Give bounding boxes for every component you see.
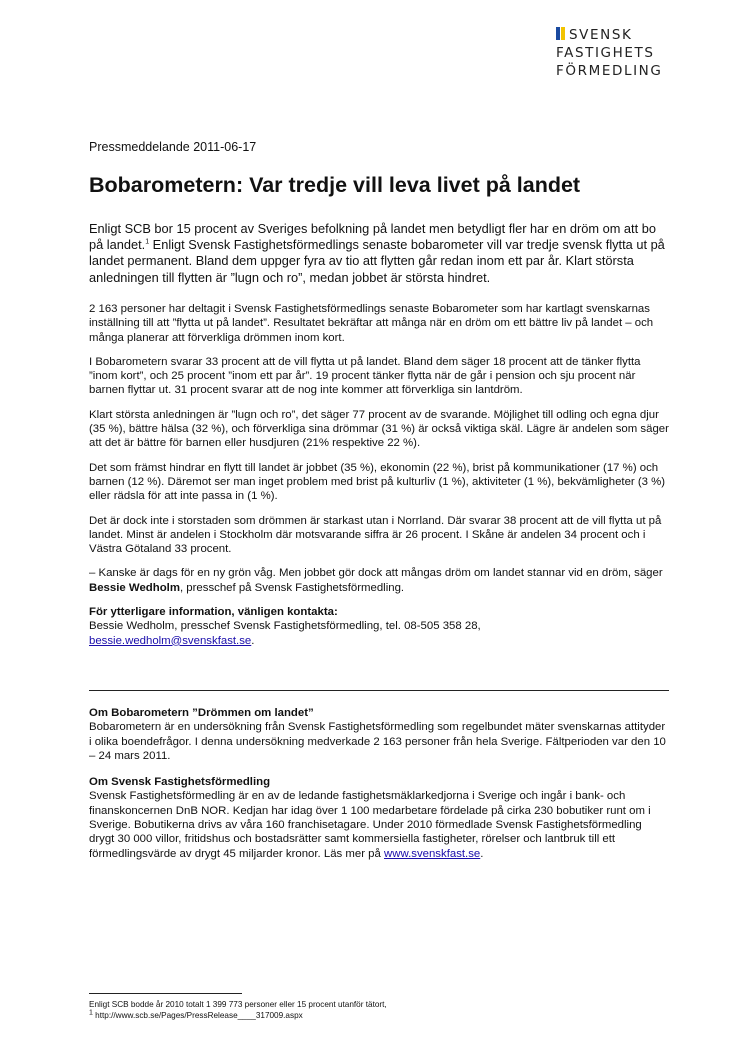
paragraph-reasons: Klart största anledningen är ”lugn och ro”, det säger 77 procent av de svarande. Möjlighet till odling och egna djur (35 %), bättre hälsa (32 %), och förverkliga sina drömmar (31 %) är också viktiga skäl. Lägre är andelen som säger att det är bättre för barnen eller husdjuren (21% respektive 22 %). bbox=[89, 408, 669, 450]
lead-paragraph bbox=[89, 221, 669, 286]
contact-heading: För ytterligare information, vänligen kontakta: bbox=[89, 606, 338, 619]
lead-text-2: Enligt Svensk Fastighetsförmedlings senaste bobarometer vill var tredje svensk flytta ut på landet permanent. Bland dem uppger fyra av tio att flytten går redan inom ett par år. Klart största anledningen till flytten är ”lugn och ro”, medan jobbet är största hindret. bbox=[89, 237, 665, 285]
about-survey-heading: Om Bobarometern ”Drömmen om landet” bbox=[89, 707, 314, 719]
logo-line-3: FÖRMEDLING bbox=[556, 63, 663, 79]
logo-line-2: FASTIGHETS bbox=[556, 45, 655, 61]
lead-text-1: Enligt SCB bor 15 procent av Sveriges befolkning på landet men betydligt fler har en dröm om att bo på landet. bbox=[89, 221, 656, 253]
contact-block bbox=[89, 605, 669, 648]
paragraph-participants: 2 163 personer har deltagit i Svensk Fastighetsförmedlings senaste Bobarometer som har kartlagt svenskarnas inställning till att ”flytta ut på landet”. Resultatet bekräftar att många när en dröm om ett bättre liv på landet – och många planerar att förverkliga drömmen inom kort. bbox=[89, 303, 654, 344]
footnote-ref: 1 bbox=[145, 238, 150, 246]
footnotes bbox=[89, 1000, 669, 1021]
body-text bbox=[89, 302, 669, 648]
contact-email-suffix: . bbox=[251, 634, 255, 647]
section-divider bbox=[89, 690, 669, 691]
about-company-text bbox=[89, 789, 669, 860]
quote-text: – Kanske är dags för en ny grön våg. Men jobbet gör dock att mångas dröm om landet stannar vid en dröm, säger bbox=[89, 567, 663, 580]
website-link-suffix: . bbox=[480, 847, 484, 860]
quote-name: Bessie Wedholm bbox=[89, 581, 180, 594]
contact-line: Bessie Wedholm, presschef Svensk Fastighetsförmedling, tel. 08-505 358 28, bbox=[89, 620, 481, 633]
about-company-heading: Om Svensk Fastighetsförmedling bbox=[89, 776, 271, 789]
footnote-line-2 bbox=[89, 1008, 669, 1022]
company-logo bbox=[556, 26, 676, 80]
press-release-date: Pressmeddelande 2011-06-17 bbox=[89, 140, 257, 154]
footnote-number: 1 bbox=[89, 1008, 93, 1016]
paragraph-obstacles: Det som främst hindrar en flytt till landet är jobbet (35 %), ekonomin (22 %), brist på kommunikationer (17 %) och barnen (12 %). Däremot ser man inget problem med brist på kulturliv (1 %), aktiviteter (1 %), bekvämligheter (3 %) eller rädsla för att inte passa in (1 %). bbox=[89, 461, 666, 503]
logo-line-1: SVENSK bbox=[569, 27, 633, 43]
swedish-flag-icon bbox=[556, 27, 566, 40]
footnote-divider bbox=[89, 993, 242, 994]
page-title: Bobarometern: Var tredje vill leva livet på landet bbox=[89, 173, 581, 197]
quote-paragraph bbox=[89, 566, 669, 595]
quote-suffix: , presschef på Svensk Fastighetsförmedling. bbox=[179, 581, 405, 594]
about-survey-text: Bobarometern är en undersökning från Svensk Fastighetsförmedling som regelbundet mäter svenskarnas attityder i olika boendefrågor. I denna undersökning medverkade 2 163 personer från hela Sverige. Fältperioden var den 10 – 24 mars 2011. bbox=[89, 721, 666, 762]
contact-email-link[interactable]: bessie.wedholm@svenskfast.se bbox=[89, 634, 252, 647]
paragraph-regions: Det är dock inte i storstaden som drömmen är starkast utan i Norrland. Där svarar 38 procent att de vill flytta ut på landet. Minst är andelen i Stockholm där motsvarande siffra är 26 procent. I Skåne är andelen 34 procent och i Västra Götaland 33 procent. bbox=[89, 514, 662, 556]
paragraph-results: I Bobarometern svarar 33 procent att de vill flytta ut på landet. Bland dem säger 18 procent att de tänker flytta ”inom kort”, och 25 procent ”inom ett par år”. 19 procent tänker flytta när de går i pension och sju procent när barnen flyttar ut. 31 procent svarar att de nog inte kommer att förverkliga sin lantdröm. bbox=[89, 355, 641, 397]
about-section bbox=[89, 706, 669, 873]
about-company-body: Svensk Fastighetsförmedling är en av de ledande fastighetsmäklarkedjorna i Sverige och ingår i bank- och finanskoncernen DnB NOR. Kedjan har idag över 1 100 medarbetare fördelade på cirka 230 bobutiker runt om i Sverige. Bobutikerna drivs av våra 160 franchisetagare. Under 2010 förmedlade Svensk Fastighetsförmedling drygt 30 000 villor, fritidshus och bostadsrätter samt kommersiella fastigheter, rörelser och lantbruk till ett förmedlingsvärde av drygt 45 miljarder kronor. Läs mer på bbox=[89, 790, 651, 860]
website-link[interactable]: www.svenskfast.se bbox=[384, 847, 481, 860]
footnote-line-1: Enligt SCB bodde år 2010 totalt 1 399 773 personer eller 15 procent utanför tätort, bbox=[89, 1000, 387, 1009]
footnote-url: http://www.scb.se/Pages/PressRelease____317009.aspx bbox=[92, 1010, 303, 1020]
